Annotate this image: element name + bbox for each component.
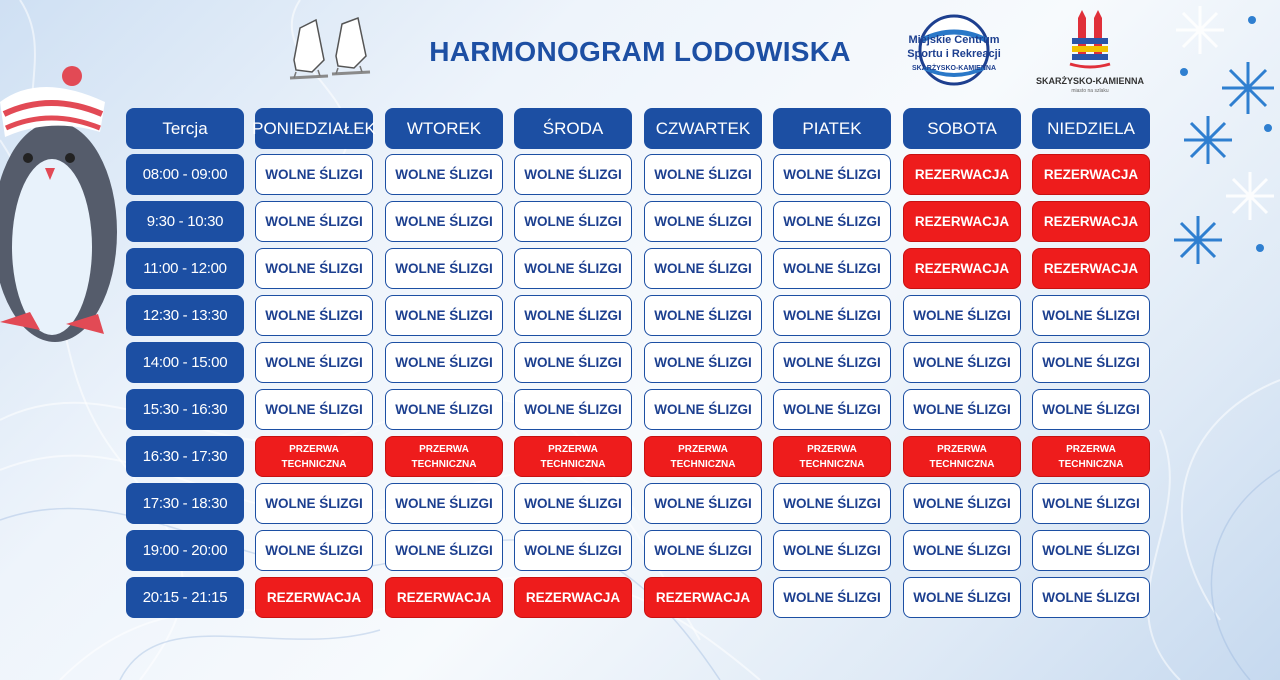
slot-free-skating: WOLNE ŚLIZGI — [255, 389, 373, 430]
slot-free-skating: WOLNE ŚLIZGI — [773, 483, 891, 524]
snowflake-icon — [1160, 0, 1280, 300]
slot-free-skating: WOLNE ŚLIZGI — [644, 389, 762, 430]
slot-free-skating: WOLNE ŚLIZGI — [514, 530, 632, 571]
day-header: NIEDZIELA — [1032, 108, 1150, 149]
day-header: CZWARTEK — [644, 108, 762, 149]
slot-free-skating: WOLNE ŚLIZGI — [903, 389, 1021, 430]
slot-free-skating: WOLNE ŚLIZGI — [255, 342, 373, 383]
slot-free-skating: WOLNE ŚLIZGI — [385, 530, 503, 571]
corner-header: Tercja — [126, 108, 244, 149]
slot-free-skating: WOLNE ŚLIZGI — [1032, 389, 1150, 430]
slot-free-skating: WOLNE ŚLIZGI — [773, 248, 891, 289]
page-title: HARMONOGRAM LODOWISKA — [429, 36, 851, 67]
slot-free-skating: WOLNE ŚLIZGI — [255, 295, 373, 336]
slot-free-skating: WOLNE ŚLIZGI — [514, 483, 632, 524]
slot-free-skating: WOLNE ŚLIZGI — [1032, 295, 1150, 336]
slot-free-skating: WOLNE ŚLIZGI — [773, 201, 891, 242]
slot-technical-break: PRZERWA TECHNICZNA — [255, 436, 373, 477]
slot-reservation: REZERWACJA — [903, 248, 1021, 289]
slot-free-skating: WOLNE ŚLIZGI — [385, 154, 503, 195]
slot-free-skating: WOLNE ŚLIZGI — [385, 248, 503, 289]
slot-free-skating: WOLNE ŚLIZGI — [514, 248, 632, 289]
slot-free-skating: WOLNE ŚLIZGI — [514, 389, 632, 430]
slot-reservation: REZERWACJA — [903, 154, 1021, 195]
slot-free-skating: WOLNE ŚLIZGI — [903, 577, 1021, 618]
slot-free-skating: WOLNE ŚLIZGI — [1032, 342, 1150, 383]
slot-free-skating: WOLNE ŚLIZGI — [773, 389, 891, 430]
slot-free-skating: WOLNE ŚLIZGI — [1032, 530, 1150, 571]
slot-technical-break: PRZERWA TECHNICZNA — [644, 436, 762, 477]
slot-free-skating: WOLNE ŚLIZGI — [255, 154, 373, 195]
slot-free-skating: WOLNE ŚLIZGI — [903, 483, 1021, 524]
slot-reservation: REZERWACJA — [385, 577, 503, 618]
slot-free-skating: WOLNE ŚLIZGI — [255, 483, 373, 524]
slot-free-skating: WOLNE ŚLIZGI — [773, 577, 891, 618]
slot-free-skating: WOLNE ŚLIZGI — [644, 342, 762, 383]
mcsir-logo — [894, 10, 1014, 100]
city-subtitle: miasto na szlaku — [1071, 88, 1109, 94]
day-header: SOBOTA — [903, 108, 1021, 149]
slot-free-skating: WOLNE ŚLIZGI — [385, 201, 503, 242]
mcsir-line1: Miejskie Centrum — [908, 34, 1000, 46]
time-slot-label: 17:30 - 18:30 — [126, 483, 244, 524]
city-name: SKARŻYSKO-KAMIENNA — [1036, 76, 1144, 86]
slot-free-skating: WOLNE ŚLIZGI — [773, 342, 891, 383]
slot-reservation: REZERWACJA — [1032, 248, 1150, 289]
time-slot-label: 12:30 - 13:30 — [126, 295, 244, 336]
time-slot-label: 19:00 - 20:00 — [126, 530, 244, 571]
day-header: PONIEDZIAŁEK — [255, 108, 373, 149]
mcsir-line3: SKARŻYSKO-KAMIENNA — [912, 65, 996, 72]
time-slot-label: 20:15 - 21:15 — [126, 577, 244, 618]
slot-free-skating: WOLNE ŚLIZGI — [514, 201, 632, 242]
slot-free-skating: WOLNE ŚLIZGI — [644, 295, 762, 336]
slot-free-skating: WOLNE ŚLIZGI — [903, 295, 1021, 336]
slot-free-skating: WOLNE ŚLIZGI — [644, 248, 762, 289]
slot-free-skating: WOLNE ŚLIZGI — [644, 483, 762, 524]
day-header: ŚRODA — [514, 108, 632, 149]
penguin-icon — [0, 62, 130, 352]
time-slot-label: 16:30 - 17:30 — [126, 436, 244, 477]
slot-free-skating: WOLNE ŚLIZGI — [1032, 483, 1150, 524]
time-slot-label: 9:30 - 10:30 — [126, 201, 244, 242]
slot-technical-break: PRZERWA TECHNICZNA — [773, 436, 891, 477]
slot-free-skating: WOLNE ŚLIZGI — [644, 530, 762, 571]
slot-reservation: REZERWACJA — [255, 577, 373, 618]
time-slot-label: 08:00 - 09:00 — [126, 154, 244, 195]
slot-technical-break: PRZERWA TECHNICZNA — [514, 436, 632, 477]
slot-free-skating: WOLNE ŚLIZGI — [514, 342, 632, 383]
mcsir-line2: Sportu i Rekreacji — [907, 48, 1001, 60]
slot-free-skating: WOLNE ŚLIZGI — [385, 295, 503, 336]
day-header: PIATEK — [773, 108, 891, 149]
slot-free-skating: WOLNE ŚLIZGI — [773, 154, 891, 195]
time-slot-label: 15:30 - 16:30 — [126, 389, 244, 430]
time-slot-label: 14:00 - 15:00 — [126, 342, 244, 383]
slot-technical-break: PRZERWA TECHNICZNA — [903, 436, 1021, 477]
slot-free-skating: WOLNE ŚLIZGI — [903, 530, 1021, 571]
slot-free-skating: WOLNE ŚLIZGI — [385, 342, 503, 383]
slot-reservation: REZERWACJA — [1032, 154, 1150, 195]
day-header: WTOREK — [385, 108, 503, 149]
slot-free-skating: WOLNE ŚLIZGI — [255, 530, 373, 571]
slot-reservation: REZERWACJA — [644, 577, 762, 618]
slot-free-skating: WOLNE ŚLIZGI — [514, 295, 632, 336]
slot-free-skating: WOLNE ŚLIZGI — [773, 530, 891, 571]
slot-free-skating: WOLNE ŚLIZGI — [773, 295, 891, 336]
slot-free-skating: WOLNE ŚLIZGI — [514, 154, 632, 195]
slot-free-skating: WOLNE ŚLIZGI — [1032, 577, 1150, 618]
time-slot-label: 11:00 - 12:00 — [126, 248, 244, 289]
ice-skates-icon — [282, 8, 392, 98]
slot-free-skating: WOLNE ŚLIZGI — [644, 154, 762, 195]
city-towers-icon — [1030, 10, 1150, 76]
slot-technical-break: PRZERWA TECHNICZNA — [385, 436, 503, 477]
slot-free-skating: WOLNE ŚLIZGI — [644, 201, 762, 242]
slot-free-skating: WOLNE ŚLIZGI — [903, 342, 1021, 383]
city-logo — [1030, 10, 1150, 100]
slot-reservation: REZERWACJA — [514, 577, 632, 618]
slot-reservation: REZERWACJA — [903, 201, 1021, 242]
slot-free-skating: WOLNE ŚLIZGI — [255, 248, 373, 289]
slot-technical-break: PRZERWA TECHNICZNA — [1032, 436, 1150, 477]
slot-free-skating: WOLNE ŚLIZGI — [255, 201, 373, 242]
slot-free-skating: WOLNE ŚLIZGI — [385, 483, 503, 524]
slot-free-skating: WOLNE ŚLIZGI — [385, 389, 503, 430]
slot-reservation: REZERWACJA — [1032, 201, 1150, 242]
